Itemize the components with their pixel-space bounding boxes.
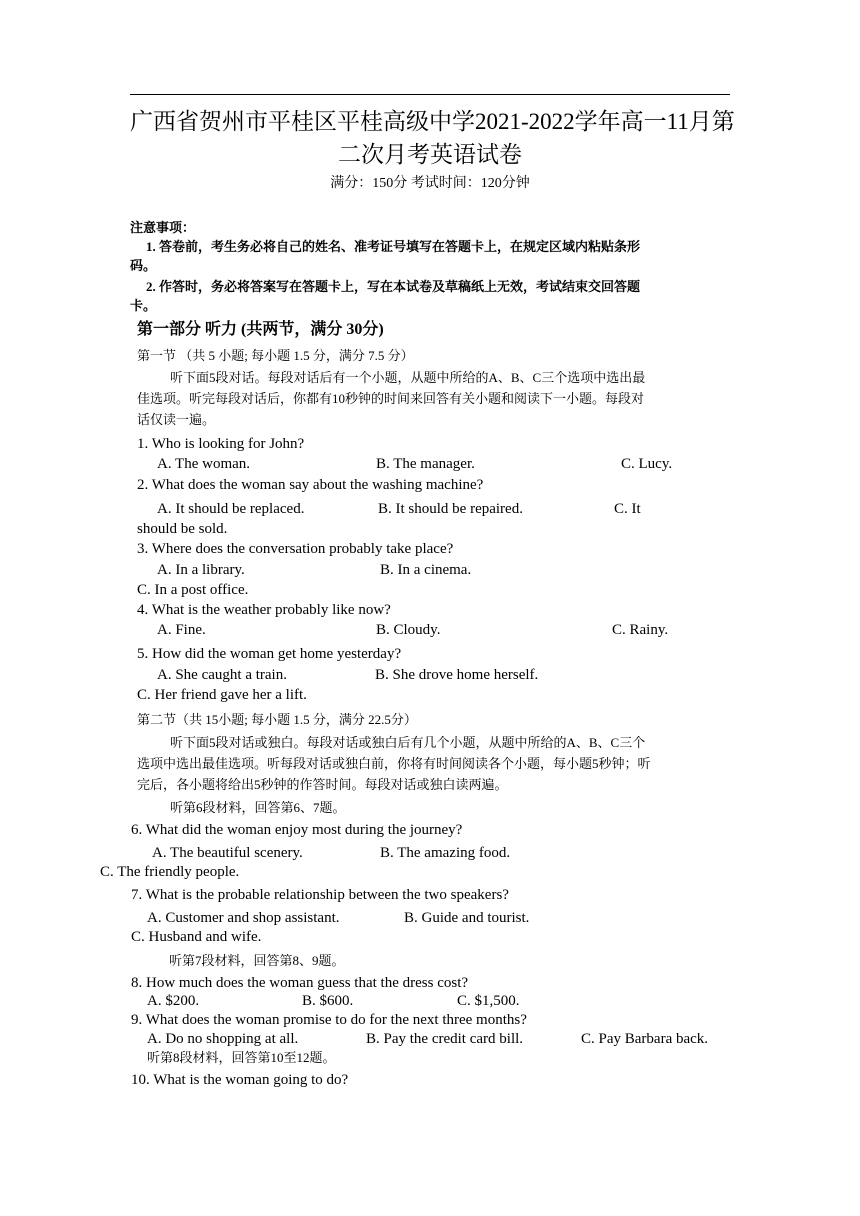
q3-option-a: A. In a library. [157, 562, 245, 578]
q9-option-b: B. Pay the credit card bill. [366, 1031, 524, 1047]
q8-option-a: A. $200. [147, 993, 200, 1009]
material-6-note: 听第6段材料，回答第6、7题。 [170, 800, 346, 815]
section2-intro-2: 选项中选出最佳选项。听每段对话或独白前，你将有时间阅读各个小题，每小题5秒钟；听 [137, 756, 651, 771]
question-5: 5. How did the woman get home yesterday? [137, 646, 402, 662]
q8-option-c: C. $1,500. [457, 993, 520, 1009]
q4-option-b: B. Cloudy. [376, 622, 441, 638]
material-7-note: 听第7段材料，回答第8、9题。 [169, 953, 345, 968]
q7-option-c: C. Husband and wife. [131, 929, 262, 945]
q6-option-b: B. The amazing food. [380, 845, 511, 861]
note-1-cont: 码。 [130, 258, 157, 273]
q3-option-c: C. In a post office. [137, 582, 249, 598]
q6-option-a: A. The beautiful scenery. [152, 845, 303, 861]
q5-option-a: A. She caught a train. [157, 667, 287, 683]
question-7: 7. What is the probable relationship between the two speakers? [131, 887, 509, 903]
question-9: 9. What does the woman promise to do for the next three months? [131, 1012, 527, 1028]
note-1: 1. 答卷前，考生务必将自己的姓名、准考证号填写在答题卡上，在规定区域内粘贴条形 [146, 239, 641, 254]
section1-intro: 听下面5段对话。每段对话后有一个小题，从题中所给的A、B、C三个选项中选出最 [170, 370, 646, 385]
q7-option-a: A. Customer and shop assistant. [147, 910, 340, 926]
section1-intro-2: 佳选项。听完每段对话后，你都有10秒钟的时间来回答有关小题和阅读下一小题。每段对 [137, 391, 645, 406]
section2-heading: 第二节（共 15小题; 每小题 1.5 分，满分 22.5分） [137, 712, 417, 727]
q4-option-a: A. Fine. [157, 622, 206, 638]
section1-heading: 第一节 （共 5 小题; 每小题 1.5 分，满分 7.5 分） [137, 348, 414, 363]
q2-option-a: A. It should be replaced. [157, 501, 305, 517]
q4-option-c: C. Rainy. [612, 622, 669, 638]
q1-option-b: B. The manager. [376, 456, 475, 472]
page-title: 广西省贺州市平桂区平桂高级中学2021-2022学年高一11月第 [130, 109, 735, 134]
exam-info: 满分：150分 考试时间：120分钟 [330, 176, 530, 191]
q6-option-c: C. The friendly people. [100, 864, 240, 880]
q8-option-b: B. $600. [302, 993, 354, 1009]
q9-option-a: A. Do no shopping at all. [147, 1031, 299, 1047]
question-6: 6. What did the woman enjoy most during the journey? [131, 822, 463, 838]
note-2: 2. 作答时，务必将答案写在答题卡上，写在本试卷及草稿纸上无效，考试结束交回答题 [146, 279, 641, 294]
q9-option-c: C. Pay Barbara back. [581, 1031, 709, 1047]
section2-intro-3: 完后，各小题将给出5秒钟的作答时间。每段对话或独白读两遍。 [137, 777, 508, 792]
q5-option-b: B. She drove home herself. [375, 667, 539, 683]
part1-heading: 第一部分 听力 (共两节，满分 30分) [137, 321, 384, 338]
q2-option-c-cont: should be sold. [137, 521, 228, 537]
q1-option-c: C. Lucy. [621, 456, 673, 472]
q3-option-b: B. In a cinema. [380, 562, 472, 578]
section2-intro: 听下面5段对话或独白。每段对话或独白后有几个小题，从题中所给的A、B、C三个 [170, 735, 646, 750]
question-3: 3. Where does the conversation probably take place? [137, 541, 454, 557]
q5-option-c: C. Her friend gave her a lift. [137, 687, 307, 703]
q2-option-b: B. It should be repaired. [378, 501, 523, 517]
question-10: 10. What is the woman going to do? [131, 1072, 349, 1088]
question-2: 2. What does the woman say about the washing machine? [137, 477, 484, 493]
notes-heading: 注意事项： [130, 220, 196, 235]
section1-intro-3: 话仅读一遍。 [137, 412, 216, 427]
question-4: 4. What is the weather probably like now? [137, 602, 391, 618]
page-title-line2: 二次月考英语试卷 [338, 142, 522, 167]
top-rule [130, 94, 730, 95]
q7-option-b: B. Guide and tourist. [404, 910, 530, 926]
q1-option-a: A. The woman. [157, 456, 251, 472]
note-2-cont: 卡。 [130, 298, 157, 313]
q2-option-c: C. It [614, 501, 641, 517]
question-8: 8. How much does the woman guess that the dress cost? [131, 975, 469, 991]
material-8-note: 听第8段材料，回答第10至12题。 [147, 1050, 336, 1065]
question-1: 1. Who is looking for John? [137, 436, 305, 452]
